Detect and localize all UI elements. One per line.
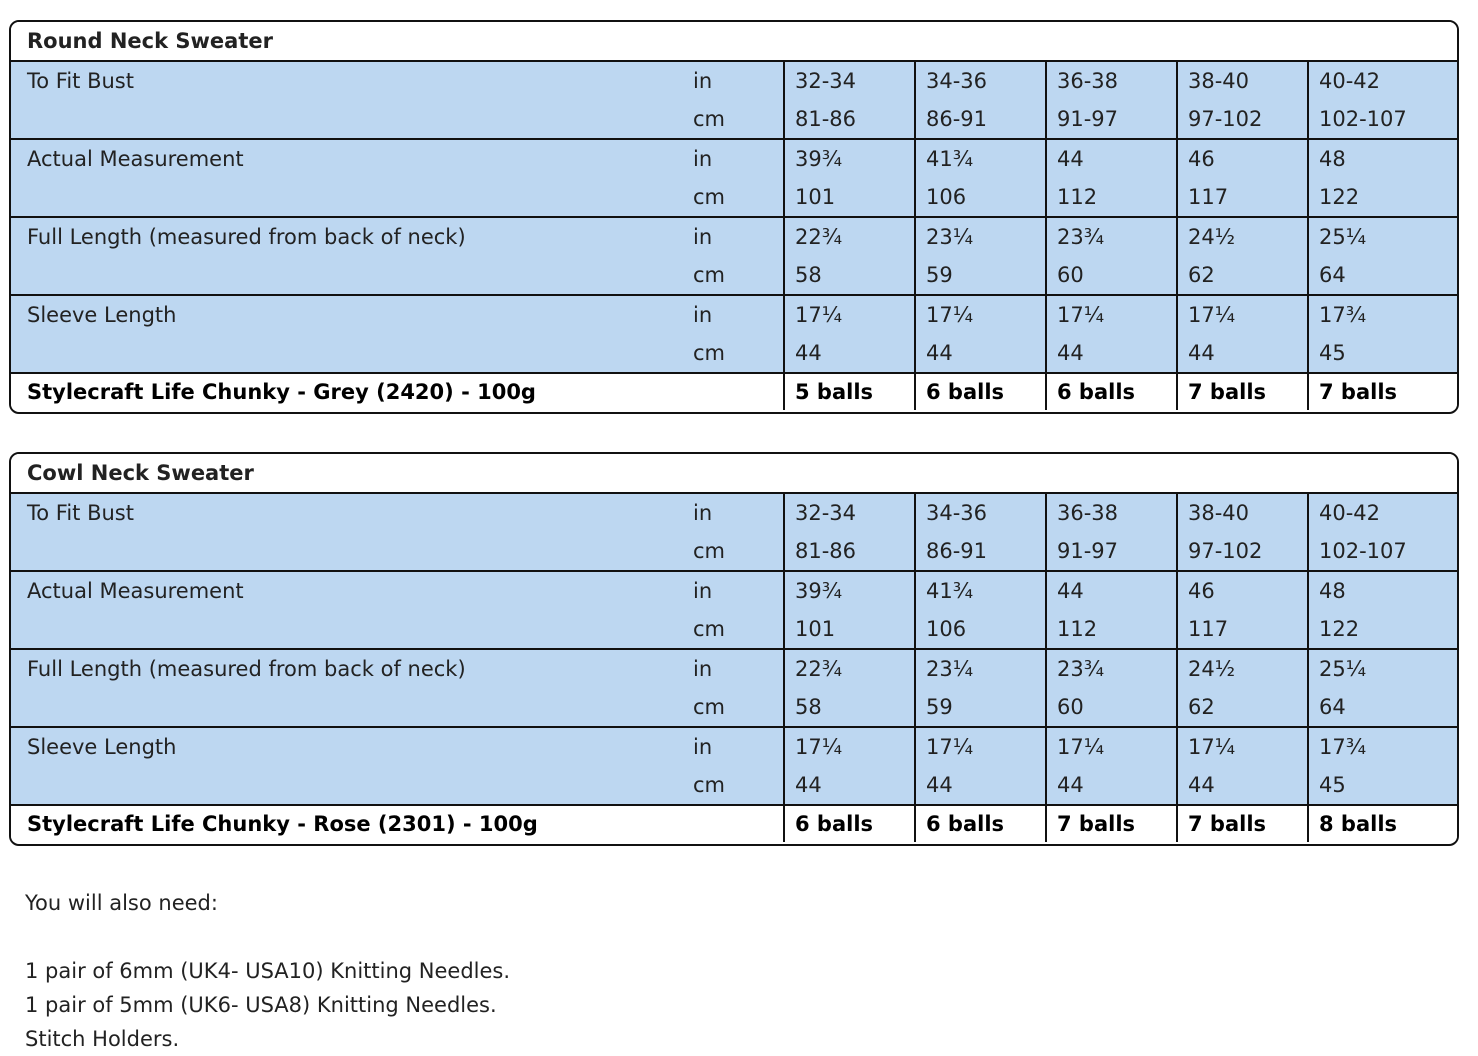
table-row-sleeve-length [11,728,1457,806]
unit-cm: cm [693,617,726,641]
unit-in: in [693,69,713,93]
size-cell [1307,572,1457,648]
value-cm: 91-97 [1057,107,1119,131]
value-in: 23¼ [926,657,974,681]
round-neck-size-table [9,20,1459,414]
size-cell [914,140,1045,216]
size-cell [1045,650,1176,726]
yarn-quantity: 6 balls [783,806,914,842]
value-cm: 44 [1188,341,1215,365]
unit-cm: cm [693,539,726,563]
value-in: 17¼ [795,735,843,759]
unit-cm: cm [693,185,726,209]
value-cm: 106 [926,617,967,641]
yarn-label: Stylecraft Life Chunky - Rose (2301) - 100g [27,812,538,836]
row-label: Sleeve Length [27,735,177,759]
value-in: 17¼ [795,303,843,327]
value-in: 17¼ [1057,303,1105,327]
value-in: 22¾ [795,657,843,681]
value-in: 17¾ [1319,735,1367,759]
value-cm: 112 [1057,185,1098,209]
value-in: 23¼ [926,225,974,249]
row-label: Full Length (measured from back of neck) [27,657,466,681]
size-cell [1307,62,1457,138]
size-cell [1176,62,1307,138]
value-in: 32-34 [795,69,857,93]
value-cm: 106 [926,185,967,209]
value-cm: 97-102 [1188,539,1263,563]
value-cm: 102-107 [1319,107,1407,131]
unit-cell [693,572,783,648]
value-cm: 62 [1188,263,1215,287]
row-label: Sleeve Length [27,303,177,327]
size-cell [1045,140,1176,216]
size-cell [1045,494,1176,570]
table-row-sleeve-length [11,296,1457,374]
value-in: 34-36 [926,69,988,93]
value-in: 48 [1319,579,1346,603]
table-row-yarn [11,806,1457,842]
yarn-label: Stylecraft Life Chunky - Grey (2420) - 100g [27,380,536,404]
unit-cell [693,218,783,294]
unit-in: in [693,657,713,681]
size-cell [1045,218,1176,294]
value-cm: 44 [1057,773,1084,797]
unit-cm: cm [693,341,726,365]
unit-cell [693,650,783,726]
table-title: Cowl Neck Sweater [11,454,1457,494]
value-cm: 64 [1319,263,1346,287]
size-cell [1045,296,1176,372]
unit-in: in [693,579,713,603]
value-in: 24½ [1188,225,1236,249]
value-in: 46 [1188,147,1215,171]
unit-cell [693,62,783,138]
size-cell [783,572,914,648]
size-cell [1307,650,1457,726]
unit-cell [693,140,783,216]
size-cell [1307,296,1457,372]
value-in: 39¾ [795,579,843,603]
value-in: 46 [1188,579,1215,603]
table-row-to-fit-bust [11,494,1457,572]
value-cm: 45 [1319,773,1346,797]
materials-item: Stitch Holders. [25,1027,180,1051]
size-cell [1176,650,1307,726]
value-in: 23¾ [1057,225,1105,249]
size-cell [783,296,914,372]
size-cell [914,650,1045,726]
value-in: 25¼ [1319,657,1367,681]
value-cm: 44 [795,341,822,365]
value-cm: 86-91 [926,107,988,131]
size-cell [914,494,1045,570]
yarn-quantity: 8 balls [1307,806,1457,842]
table-row-full-length [11,218,1457,296]
value-in: 44 [1057,147,1084,171]
value-cm: 101 [795,617,836,641]
table-title: Round Neck Sweater [11,22,1457,62]
materials-item: 1 pair of 6mm (UK4- USA10) Knitting Needles. [25,959,511,983]
yarn-quantity: 7 balls [1307,374,1457,410]
unit-in: in [693,501,713,525]
value-in: 40-42 [1319,69,1381,93]
size-cell [1176,572,1307,648]
unit-in: in [693,147,713,171]
value-in: 17¼ [1057,735,1105,759]
row-label: Full Length (measured from back of neck) [27,225,466,249]
value-in: 36-38 [1057,501,1119,525]
row-label: Actual Measurement [27,579,244,603]
table-row-yarn [11,374,1457,410]
unit-cell [693,296,783,372]
yarn-quantity: 7 balls [1045,806,1176,842]
size-cell [1176,140,1307,216]
row-label: To Fit Bust [27,69,134,93]
value-in: 25¼ [1319,225,1367,249]
value-in: 17¼ [926,735,974,759]
value-cm: 59 [926,263,953,287]
value-cm: 60 [1057,695,1084,719]
unit-in: in [693,735,713,759]
yarn-quantity: 5 balls [783,374,914,410]
value-cm: 64 [1319,695,1346,719]
value-cm: 81-86 [795,107,857,131]
table-row-full-length [11,650,1457,728]
value-in: 24½ [1188,657,1236,681]
yarn-quantity: 6 balls [914,806,1045,842]
value-cm: 45 [1319,341,1346,365]
unit-in: in [693,303,713,327]
value-cm: 59 [926,695,953,719]
value-in: 44 [1057,579,1084,603]
size-cell [783,650,914,726]
value-cm: 117 [1188,185,1229,209]
value-in: 38-40 [1188,69,1250,93]
value-in: 41¾ [926,147,974,171]
value-in: 48 [1319,147,1346,171]
unit-cell-empty [693,806,783,842]
value-cm: 44 [795,773,822,797]
unit-cell-empty [693,374,783,410]
value-cm: 81-86 [795,539,857,563]
value-in: 17¼ [926,303,974,327]
value-cm: 58 [795,263,822,287]
cowl-neck-size-table [9,452,1459,846]
value-in: 23¾ [1057,657,1105,681]
size-cell [783,494,914,570]
size-cell [783,728,914,804]
unit-in: in [693,225,713,249]
size-cell [1045,62,1176,138]
size-cell [1045,728,1176,804]
value-cm: 44 [926,341,953,365]
size-cell [783,140,914,216]
value-in: 22¾ [795,225,843,249]
value-cm: 122 [1319,185,1360,209]
size-cell [914,296,1045,372]
unit-cell [693,494,783,570]
value-cm: 101 [795,185,836,209]
value-cm: 58 [795,695,822,719]
size-cell [914,218,1045,294]
yarn-quantity: 7 balls [1176,806,1307,842]
value-cm: 102-107 [1319,539,1407,563]
value-cm: 62 [1188,695,1215,719]
size-cell [1176,296,1307,372]
size-cell [1045,572,1176,648]
size-cell [1307,494,1457,570]
value-cm: 44 [926,773,953,797]
table-row-actual-measurement [11,140,1457,218]
size-cell [1176,494,1307,570]
value-cm: 44 [1188,773,1215,797]
value-cm: 117 [1188,617,1229,641]
size-cell [1307,728,1457,804]
unit-cm: cm [693,107,726,131]
table-row-to-fit-bust [11,62,1457,140]
unit-cm: cm [693,695,726,719]
size-cell [914,728,1045,804]
unit-cm: cm [693,263,726,287]
yarn-quantity: 6 balls [1045,374,1176,410]
value-in: 17¼ [1188,735,1236,759]
unit-cell [693,728,783,804]
value-cm: 44 [1057,341,1084,365]
value-in: 40-42 [1319,501,1381,525]
unit-cm: cm [693,773,726,797]
size-cell [783,62,914,138]
materials-item: 1 pair of 5mm (UK6- USA8) Knitting Needles. [25,993,497,1017]
size-cell [1176,218,1307,294]
value-cm: 86-91 [926,539,988,563]
size-cell [1307,140,1457,216]
size-cell [1307,218,1457,294]
value-cm: 112 [1057,617,1098,641]
value-in: 41¾ [926,579,974,603]
value-in: 32-34 [795,501,857,525]
value-in: 39¾ [795,147,843,171]
value-cm: 97-102 [1188,107,1263,131]
value-in: 34-36 [926,501,988,525]
value-in: 17¾ [1319,303,1367,327]
notes-intro: You will also need: [25,891,218,915]
yarn-quantity: 7 balls [1176,374,1307,410]
value-cm: 122 [1319,617,1360,641]
value-cm: 60 [1057,263,1084,287]
value-cm: 91-97 [1057,539,1119,563]
value-in: 17¼ [1188,303,1236,327]
row-label: Actual Measurement [27,147,244,171]
table-row-actual-measurement [11,572,1457,650]
yarn-quantity: 6 balls [914,374,1045,410]
row-label: To Fit Bust [27,501,134,525]
size-cell [1176,728,1307,804]
materials-notes [25,886,510,1056]
size-cell [783,218,914,294]
value-in: 36-38 [1057,69,1119,93]
size-cell [914,572,1045,648]
size-cell [914,62,1045,138]
value-in: 38-40 [1188,501,1250,525]
